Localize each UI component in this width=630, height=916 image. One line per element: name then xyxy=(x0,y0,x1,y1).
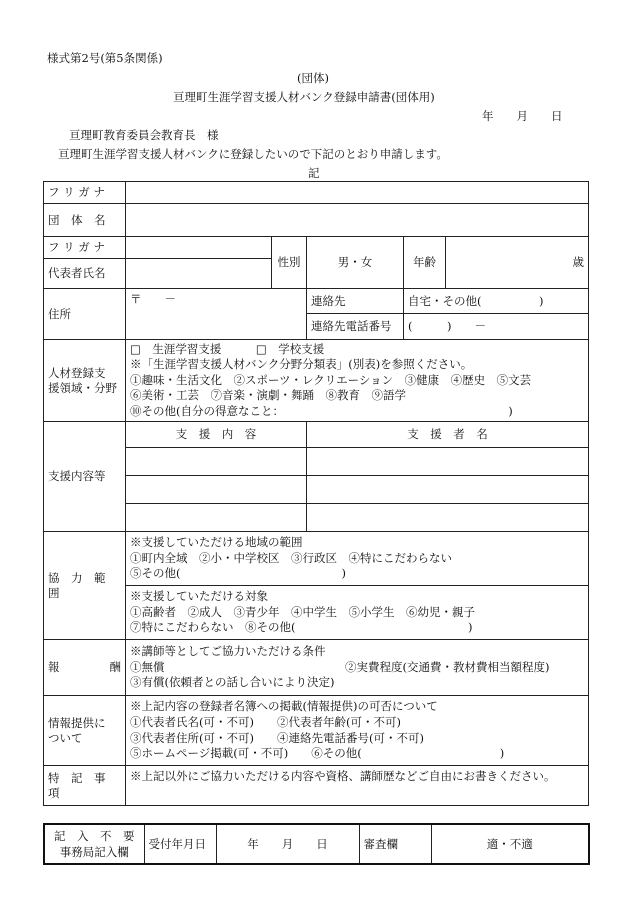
support-content-cell[interactable] xyxy=(126,476,307,504)
info-line[interactable]: ①代表者氏名(可・不可) ②代表者年齢(可・不可) xyxy=(130,714,401,729)
info-line: ※上記内容の登録者名簿への掲載(情報提供)の可否について xyxy=(130,699,438,714)
cooperation-label: 協 力 範 囲 xyxy=(44,532,126,640)
group-name-label: 団 体 名 xyxy=(44,204,126,237)
office-use-label xyxy=(44,824,144,864)
contact-label: 連絡先 xyxy=(307,289,404,314)
gender-label: 性別 xyxy=(272,237,307,289)
office-use-line-2: 事務局記入欄 xyxy=(59,845,129,859)
field-label-line-1: 人材登録支 xyxy=(48,366,106,381)
intro-text: 亘理町生涯学習支援人材バンクに登録したいので下記のとおり申請します。 xyxy=(58,147,448,161)
gender-value[interactable]: 男・女 xyxy=(307,237,404,289)
support-content-header: 支 援 内 容 xyxy=(126,422,307,448)
field-label xyxy=(44,340,126,422)
support-label: 支援内容等 xyxy=(44,422,126,532)
info-line[interactable]: ⑤ホームページ掲載(可・不可) ⑥その他( ) xyxy=(130,746,505,761)
received-label: 受付年月日 xyxy=(144,824,216,864)
contact-value[interactable]: 自宅・その他( ) xyxy=(404,289,589,314)
coop-target-line[interactable]: ⑦特にこだわらない ⑧その他( ) xyxy=(130,620,473,635)
age-field[interactable] xyxy=(446,237,589,289)
support-content-cell[interactable] xyxy=(126,504,307,532)
furigana-label-1: フ リ ガ ナ xyxy=(44,182,126,204)
reward-options[interactable] xyxy=(126,640,589,696)
info-label xyxy=(44,696,126,766)
review-label: 審査欄 xyxy=(359,824,431,864)
coop-area-line[interactable]: ⑤その他( ) xyxy=(130,566,346,581)
supporter-name-cell[interactable] xyxy=(307,476,589,504)
coop-target-line[interactable]: ①高齢者 ②成人 ③青少年 ④中学生 ⑤小学生 ⑥幼児・親子 xyxy=(130,604,475,619)
field-line[interactable]: □ 生涯学習支援 □ 学校支援 xyxy=(130,341,325,356)
phone-label: 連絡先電話番号 xyxy=(307,314,404,340)
address-label: 住所 xyxy=(44,289,126,340)
field-line[interactable]: ⑥美術・工芸 ⑦音楽・演劇・舞踊 ⑧教育 ⑨語学 xyxy=(130,388,406,403)
field-line[interactable]: ⑩その他(自分の得意なこと： ) xyxy=(130,403,513,418)
notes-field[interactable] xyxy=(126,766,589,806)
form-number: 様式第2号(第5条関係) xyxy=(47,51,163,65)
rep-name-field[interactable] xyxy=(126,259,272,289)
notes-hint: ※上記以外にご協力いただける内容や資格、講師歴などご自由にお書きください。 xyxy=(130,769,556,783)
received-date[interactable]: 年 月 日 xyxy=(216,824,359,864)
info-line[interactable]: ③代表者住所(可・不可) ④連絡先電話番号(可・不可) xyxy=(130,730,424,745)
address-field[interactable] xyxy=(126,289,307,340)
application-form xyxy=(43,181,589,806)
info-options[interactable] xyxy=(126,696,589,766)
furigana-label-2: フ リ ガ ナ xyxy=(44,237,126,259)
group-furigana-field[interactable] xyxy=(126,182,589,204)
postal-mark: 〒 － xyxy=(130,292,176,306)
reward-option-free[interactable]: ①無償 xyxy=(130,659,165,674)
date-line: 年 月 日 xyxy=(482,109,563,123)
phone-value[interactable]: ( ) － xyxy=(404,314,589,340)
coop-target-options[interactable] xyxy=(126,586,589,640)
supporter-name-header: 支 援 者 名 xyxy=(307,422,589,448)
supporter-name-cell[interactable] xyxy=(307,448,589,476)
support-content-cell[interactable] xyxy=(126,448,307,476)
coop-area-line: ※支援していただける地域の範囲 xyxy=(130,535,303,550)
office-use-line-1: 記 入 不 要 xyxy=(54,829,135,843)
info-label-line-2: ついて xyxy=(48,730,83,745)
review-value[interactable]: 適・不適 xyxy=(431,824,589,864)
rep-name-label: 代表者氏名 xyxy=(44,259,126,289)
info-label-line-1: 情報提供に xyxy=(48,716,106,731)
reward-label-right: 酬 xyxy=(109,660,121,675)
field-line[interactable]: ①趣味・生活文化 ②スポーツ・レクリエーション ③健康 ④歴史 ⑤文芸 xyxy=(130,372,532,387)
ki-label: 記 xyxy=(308,166,320,180)
coop-area-options[interactable] xyxy=(126,532,589,586)
age-unit: 歳 xyxy=(572,255,585,270)
reward-label xyxy=(44,640,126,696)
rep-furigana-field[interactable] xyxy=(126,237,272,259)
reward-option-paid[interactable]: ③有償(依頼者との話し合いにより決定) xyxy=(130,675,335,690)
coop-target-line: ※支援していただける対象 xyxy=(130,589,268,604)
supporter-name-cell[interactable] xyxy=(307,504,589,532)
group-name-field[interactable] xyxy=(126,204,589,237)
addressee: 亘理町教育委員会教育長 様 xyxy=(69,128,219,142)
reward-line xyxy=(130,660,584,676)
age-label: 年齢 xyxy=(404,237,446,289)
notes-label: 特 記 事 項 xyxy=(44,766,126,806)
reward-option-expenses[interactable]: ②実費程度(交通費・教材費相当額程度) xyxy=(345,659,550,674)
reward-line: ※講師等としてご協力いただける条件 xyxy=(130,644,326,659)
field-line: ※「生涯学習支援人材バンク分野分類表」(別表)を参照ください。 xyxy=(130,357,473,372)
page-title: 亘理町生涯学習支援人材バンク登録申請書(団体用) xyxy=(173,90,435,104)
group-tag: (団体) xyxy=(297,71,329,85)
office-use-table xyxy=(43,823,590,865)
field-label-line-2: 援領域・分野 xyxy=(48,380,117,395)
field-options[interactable] xyxy=(126,340,589,422)
reward-label-left: 報 xyxy=(48,660,60,675)
coop-area-line[interactable]: ①町内全域 ②小・中学校区 ③行政区 ④特にこだわらない xyxy=(130,550,452,565)
